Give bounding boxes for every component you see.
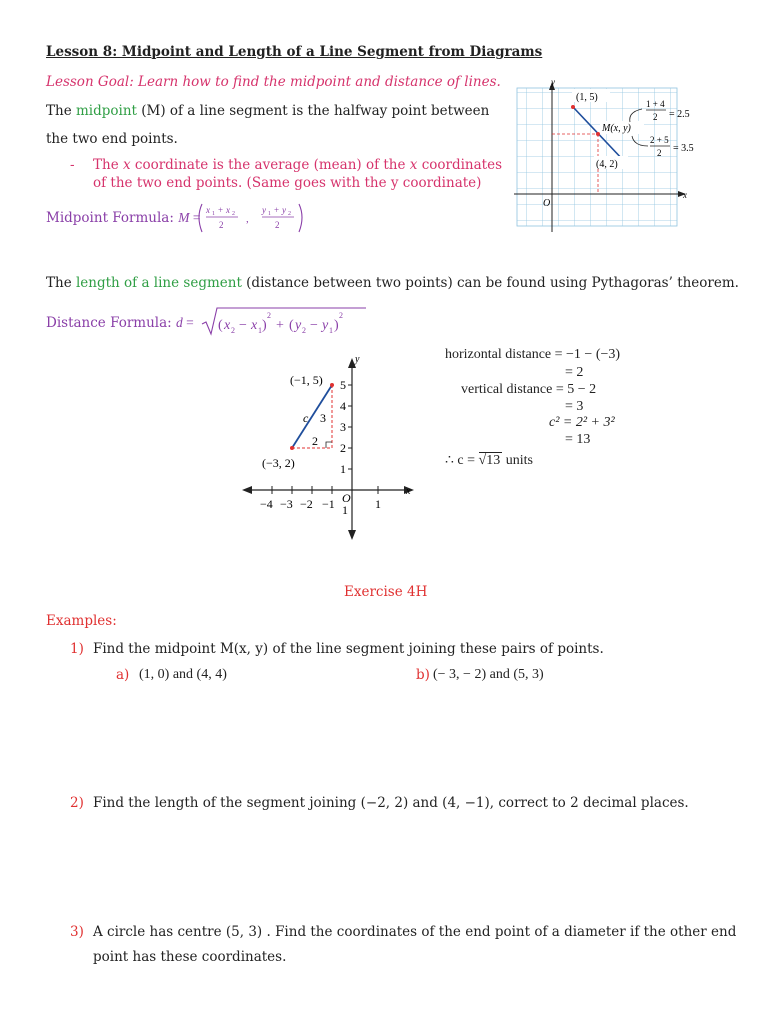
svg-text:(: ( [218,318,223,333]
svg-text:−: − [310,318,318,333]
worked-line5: c² = 2² + 3² [549,415,615,430]
svg-text:y: y [295,318,302,333]
q3-text-line2: point has these coordinates. [93,949,287,965]
svg-text:+: + [276,318,284,333]
diagram1-midpoint: M(x, y) [602,123,631,134]
svg-text:1: 1 [258,326,262,335]
svg-text:x: x [206,205,210,215]
q3-text-line1: A circle has centre (5, 3) . Find the coordinates of the end point of a diameter if the other end [93,924,737,940]
diagram2-point-top: (−1, 5) [290,373,323,387]
diagram2-horiz-label: 2 [312,434,318,448]
diagram1-y-result: = 3.5 [673,143,694,154]
x-tick-neg2: −2 [300,497,313,511]
svg-text:2: 2 [219,220,224,230]
worked-line4: = 3 [565,399,584,414]
bullet-line2: of the two end points. (Same goes with the y coordinate) [93,175,482,191]
svg-text:y: y [282,205,286,215]
q1a-label: a) [116,667,130,683]
distance-formula [200,304,370,338]
svg-text:1: 1 [268,211,271,217]
svg-text:): ) [334,318,339,333]
midpoint-diagram [510,76,750,236]
svg-text:x: x [226,205,230,215]
diagram2-origin: O [342,491,351,505]
midpoint-definition: The midpoint (M) of a line segment is the halfway point between [46,103,490,119]
length-definition: The length of a line segment (distance between two points) can be found using Pythagoras’ theorem. [46,275,739,291]
svg-text:2: 2 [232,211,235,217]
svg-text:−: − [239,318,247,333]
svg-text:x: x [251,318,258,333]
midpoint-formula-label: Midpoint Formula: M = [46,210,201,226]
diagram1-point1: (1, 5) [576,92,598,103]
page-title: Lesson 8: Midpoint and Length of a Line Segment from Diagrams [46,44,543,60]
diagram1-point2: (4, 2) [596,159,618,170]
diagram1-x-num: 1 + 4 [646,99,665,109]
diagram2-point-bottom: (−3, 2) [262,456,295,470]
diagram1-y-den: 2 [657,148,662,158]
y-tick-1: 1 [340,462,346,476]
svg-text:+: + [274,205,280,215]
q3-number: 3) [70,924,84,940]
svg-text:2: 2 [231,326,235,335]
y-tick-4: 4 [340,399,346,413]
worked-line1: horizontal distance = −1 − (−3) [445,347,621,362]
svg-text:(: ( [289,318,294,333]
q2-text: Find the length of the segment joining (−2, 2) and (4, −1), correct to 2 decimal places. [93,795,689,811]
diagram2-vert-label: 3 [320,411,326,425]
svg-text:): ) [262,318,267,333]
y-tick-2: 2 [340,441,346,455]
svg-text:1: 1 [212,211,215,217]
distance-diagram [240,352,420,540]
midpoint-definition-line2: the two end points. [46,131,178,147]
q1-text: Find the midpoint M(x, y) of the line segment joining these pairs of points. [93,641,604,657]
worked-line3: vertical distance = 5 − 2 [461,382,597,397]
midpoint-formula [196,200,316,238]
diagram1-x-result: = 2.5 [669,109,690,120]
svg-text:2: 2 [275,220,280,230]
exercise-heading: Exercise 4H [344,584,428,600]
worked-line2: = 2 [565,365,584,380]
diagram1-x-den: 2 [653,112,658,122]
svg-text:2: 2 [267,311,271,320]
diagram1-x-label: x [683,190,687,200]
q1-number: 1) [70,641,84,657]
x-tick-1: 1 [375,497,381,511]
diagram1-y-num: 2 + 5 [650,135,669,145]
diagram1-origin: O [543,198,551,209]
q1b-text: (− 3, − 2) and (5, 3) [433,667,544,682]
worked-line6: = 13 [565,432,591,447]
distance-formula-label: Distance Formula: d = [46,315,194,331]
diagram2-x-label: x [406,486,411,497]
worked-conclusion: ∴ c = √13 units [445,453,533,468]
x-tick-neg4: −4 [260,497,273,511]
svg-text:x: x [224,318,231,333]
svg-text:+: + [218,205,224,215]
y-tick-3: 3 [340,420,346,434]
svg-text:,: , [246,213,249,225]
bullet-line1: The x coordinate is the average (mean) of the x coordinates [93,157,503,173]
length-term: length of a line segment [75,275,242,291]
x-tick-neg3: −3 [280,497,293,511]
x-tick-neg1: −1 [322,497,335,511]
q1a-text: (1, 0) and (4, 4) [139,667,227,682]
svg-text:1: 1 [329,326,333,335]
diagram2-hyp-label: c [303,411,309,425]
bullet-dash: - [70,157,75,173]
lesson-goal: Lesson Goal: Learn how to find the midpoint and distance of lines. [46,74,501,90]
svg-text:y: y [322,318,329,333]
examples-heading: Examples: [46,613,117,629]
svg-text:2: 2 [288,211,291,217]
svg-text:2: 2 [339,311,343,320]
midpoint-term: midpoint [75,103,137,119]
q2-number: 2) [70,795,84,811]
diagram1-y-label: y [551,77,555,87]
svg-text:2: 2 [302,326,306,335]
diagram2-y-label: y [355,354,360,365]
y-tick-neg1: 1 [342,503,348,517]
svg-text:y: y [262,205,266,215]
y-tick-5: 5 [340,378,346,392]
q1b-label: b) [416,667,430,683]
